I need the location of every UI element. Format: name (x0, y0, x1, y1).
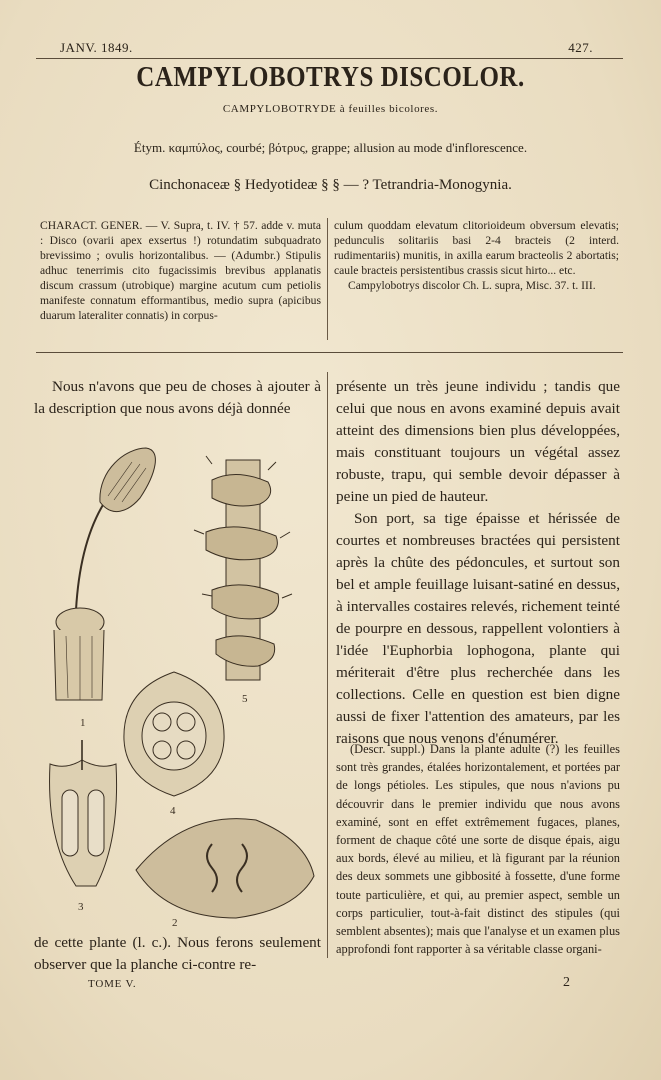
header-rule (36, 58, 623, 59)
column-divider-top (327, 218, 328, 340)
figure-4-section (124, 672, 224, 796)
intro-paragraph-left: Nous n'avons que peu de choses à ajouter à la description que nous avons déjà donnée (34, 378, 321, 417)
figure-label-4: 4 (170, 805, 176, 817)
header-date: JANV. 1849. (60, 40, 133, 55)
figure-1-flower (54, 448, 155, 700)
character-genus-left: CHARACT. GENER. — V. Supra, t. IV. † 57. adde v. muta : Disco (ovarii apex exsertus !) rotundatim subquadrato brevissimo ; ovulis horizontalibus. — (Adumbr.) Stipulis adhuc tenerrimis cito fugacissimis brevibus applanatis discum crassum (utrobique) margine acutum cum petiolis manifeste connatum efformantibus, medio supra (apicibus duarum lateraliter connatis) in corpus- (40, 219, 321, 322)
character-genus-right (334, 218, 619, 293)
family-line: Cinchonaceæ § Hedyotideæ § § — ? Tetrandria-Monogynia. (149, 177, 512, 193)
etymology-line: Étym. καμπύλος, courbé; βότρυς, grappe; allusion au mode d'inflorescence. (133, 140, 528, 155)
botanical-plate (36, 440, 326, 930)
character-synonym: Campylobotrys discolor Ch. L. supra, Misc. 37. t. III. (348, 279, 596, 292)
intro-paragraph-left-continued: de cette plante (l. c.). Nous ferons seulement observer que la planche ci-contre re- (34, 934, 321, 973)
header-page-number: 427. (568, 40, 593, 55)
character-genus-right-text: culum quoddam elevatum clitorioideum obversum elevatis; pedunculis solitariis basi 2-4 bracteis (2 interd. rudimentariis) munitis, in axilla earum bracteolis 2 abortatis; caule bracteis persistentibus crassis sicut hirto... etc. (334, 219, 619, 277)
section-rule (36, 352, 623, 353)
footer-volume: TOME V. (88, 978, 137, 990)
right-paragraph-1: présente un très jeune individu ; tandis que celui que nous en avons examiné depuis avait atteint des dimensions bien plus développées, mais constituant toujours un végétal assez robuste, trapu, qui semble devoir dépasser à peine un pied de hauteur. (336, 378, 620, 505)
figure-label-2: 2 (172, 917, 178, 929)
figure-2-section (136, 819, 314, 918)
figure-label-3: 3 (78, 901, 84, 913)
figure-label-5: 5 (242, 693, 248, 705)
right-paragraph-2: Son port, sa tige épaisse et hérissée de courtes et nombreuses bractées qui persistent après la chûte des pédoncules, et surtout son bel et ample feuillage luisant-satiné en dessus, à intervalles costaires relevés, richement teinté de pourpre en dessous, rappellent volontiers à l'idée l'Euphorbia lophogona, plante qui mériterait d'être plus recherchée dans les collections. Celle en question est bien digne aussi de fixer l'attention des amateurs, par les raisons que nous venons d'énumérer. (336, 510, 620, 747)
right-paragraph-description: (Descr. suppl.) Dans la plante adulte (?) les feuilles sont très grandes, étalées horizontalement, et portées par de longs pétioles. Les stipules, que nous n'avions pu découvrir dans le premier individu que nous avons examiné, sont en effet extrêmement fugaces, planes, forment de chaque côté une sorte de disque épais, aigu aux bords, élevé au milieu, et là figurant par la réunion des deux sommets une gibbosité à fossette, d'une forme toute particulière, et qui, au premier aspect, semble un corps particulier, tout-à-fait distinct des stipules (qui semblent absentes); mais que l'analyse et un examen plus approfondi font rapporter à sa véritable classe organi- (336, 742, 620, 957)
plant-subtitle: CAMPYLOBOTRYDE à feuilles bicolores. (222, 103, 439, 115)
column-divider-body (327, 372, 328, 958)
footer-signature: 2 (563, 975, 570, 990)
plant-title: CAMPYLOBOTRYS DISCOLOR. (136, 61, 525, 93)
figure-3-section (50, 740, 117, 886)
figure-label-1: 1 (80, 717, 86, 729)
figure-5-stem (194, 456, 292, 680)
